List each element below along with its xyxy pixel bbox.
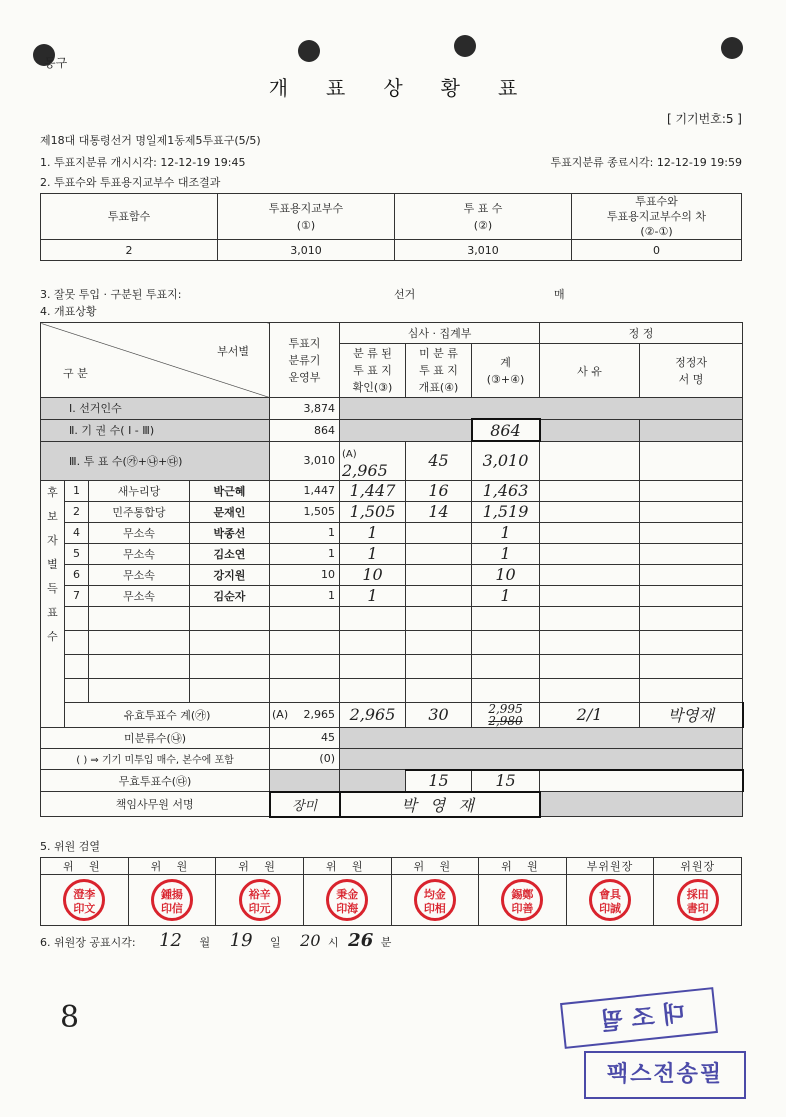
- label-note: ( ) ⇒ 기기 미투입 매수, 본수에 포함: [41, 748, 270, 770]
- hw-invalid-total: 15: [472, 770, 540, 792]
- marker-a: (A): [342, 448, 357, 460]
- label-unclassified: 미분류수(㉯): [41, 727, 270, 748]
- candidate-row: 6 무소속 강지원 10 10 10: [41, 564, 743, 585]
- punch-hole: [721, 37, 743, 59]
- marker-a: (A): [272, 708, 289, 721]
- hw-votes-total: 3,010: [472, 441, 540, 480]
- empty-row: [41, 654, 743, 678]
- hw-valid-corrector: 박영재: [640, 702, 743, 727]
- role-label: 위 원: [41, 858, 129, 875]
- hw-signature-1: 장미: [270, 792, 340, 817]
- value-ballot-boxes: 2: [41, 240, 218, 261]
- section-3-election: 선거: [394, 288, 416, 301]
- header-unclassified: 미 분 류 투 표 지 개표(④): [406, 344, 472, 398]
- value-note: (0): [270, 748, 340, 770]
- page-number: 8: [60, 1000, 80, 1035]
- role-label: 위 원: [216, 858, 304, 875]
- hw-abstain: 864: [472, 419, 540, 441]
- sort-end-time: 투표지분류 종료시각: 12-12-19 19:59: [550, 156, 742, 169]
- section-3-label: 3. 잘못 투입 · 구분된 투표지:: [40, 288, 182, 301]
- role-label: 위원장: [654, 858, 742, 875]
- section-6-label: 6. 위원장 공표시각:: [40, 936, 136, 949]
- empty-row: [41, 630, 743, 654]
- section-3-count-unit: 매: [554, 288, 565, 301]
- hw-signature-2: 박 영 재: [340, 792, 540, 817]
- fax-sent-stamp: 팩스전송필: [584, 1051, 746, 1099]
- hw-hour: 20: [300, 931, 321, 950]
- hw-month: 12: [159, 930, 182, 951]
- value-votes: 3,010: [395, 240, 572, 261]
- row-invalid: [41, 770, 743, 792]
- hw-valid-classified: 2,965: [340, 702, 406, 727]
- role-label: 부위원장: [566, 858, 654, 875]
- section-4-label: 4. 개표상황: [40, 305, 97, 318]
- hw-valid-unclassified: 30: [406, 702, 472, 727]
- red-seal-icon: 裕辛 印元: [239, 879, 281, 921]
- value-valid: 2,965: [303, 708, 335, 721]
- empty-row: [41, 678, 743, 702]
- value-abstain: 864: [270, 419, 340, 441]
- label-votes: Ⅲ. 투 표 수(㉮+㉯+㉰): [41, 441, 270, 480]
- candidate-name: 문재인: [190, 501, 270, 522]
- candidate-name: 박종선: [190, 522, 270, 543]
- header-audit: 심사 · 집계부: [340, 323, 540, 344]
- value-difference: 0: [572, 240, 742, 261]
- page-title: 개표상황표: [268, 76, 556, 100]
- hw-valid-total: 2,995: [488, 701, 523, 716]
- row-votes: [41, 441, 743, 480]
- announce-row: 6. 위원장 공표시각: 12 월 19 일 20 시 26 분: [40, 930, 392, 951]
- red-seal-icon: 秉金 印海: [326, 879, 368, 921]
- summary-table: [40, 193, 742, 261]
- value-electors: 3,874: [270, 398, 340, 420]
- candidate-row: 7 무소속 김순자 1 1 1: [41, 585, 743, 606]
- row-valid: [41, 702, 743, 727]
- hw-valid-reason: 2/1: [540, 702, 640, 727]
- label-signature: 책임사무원 서명: [41, 792, 270, 817]
- red-seal-icon: 均金 印相: [414, 879, 456, 921]
- hw-minute: 26: [348, 930, 374, 951]
- role-label: 위 원: [128, 858, 216, 875]
- header-diagonal: [41, 323, 270, 398]
- value-unclassified: 45: [270, 727, 340, 748]
- header-difference: 투표수와 투표용지교부수의 차 (②-①): [572, 194, 742, 240]
- label-electors: Ⅰ. 선거인수: [41, 398, 270, 420]
- hw-votes-classified: 2,965: [342, 460, 388, 480]
- red-seal-icon: 鍾揚 印信: [151, 879, 193, 921]
- side-label: 후 보 자 별 득 표 수: [41, 480, 65, 727]
- label-invalid: 무효투표수(㉰): [41, 770, 270, 792]
- punch-hole: [298, 40, 320, 62]
- hw-day: 19: [229, 930, 253, 951]
- candidate-row: 2 민주통합당 문재인 1,505 1,505 14 1,519: [41, 501, 743, 522]
- candidate-row: 후 보 자 별 득 표 수 1 새누리당 박근혜 1,447 1,447 16 1,463: [41, 480, 743, 501]
- punch-hole: [454, 35, 476, 57]
- header-classified: 분 류 된 투 표 지 확인(③): [340, 344, 406, 398]
- header-correction: 정 정: [540, 323, 743, 344]
- hw-invalid-unclassified: 15: [406, 770, 472, 792]
- candidate-name: 김순자: [190, 585, 270, 606]
- candidate-name: 강지원: [190, 564, 270, 585]
- header-issued: 투표용지교부수 (①): [218, 194, 395, 240]
- red-seal-icon: 會具 印誠: [589, 879, 631, 921]
- red-seal-icon: 錫鄭 印善: [501, 879, 543, 921]
- row-electors: [41, 398, 743, 420]
- header-machine: 투표지 분류기 운영부: [270, 323, 340, 398]
- section-2-label: 2. 투표수와 투표용지교부수 대조결과: [40, 176, 221, 189]
- election-name: 제18대 대통령선거 명일제1동제5투표구(5/5): [40, 134, 261, 147]
- role-label: 위 원: [303, 858, 391, 875]
- district-tag: 동구: [44, 56, 68, 70]
- candidate-name: 김소연: [190, 543, 270, 564]
- label-valid: 유효투표수 계(㉮): [65, 702, 270, 727]
- value-issued: 3,010: [218, 240, 395, 261]
- machine-number: [ 기기번호:5 ]: [666, 112, 742, 126]
- hw-valid-total-struck: 2,980: [488, 713, 523, 728]
- candidate-row: 5 무소속 김소연 1 1 1: [41, 543, 743, 564]
- header-gubun-label: 구 분: [63, 367, 88, 380]
- header-dept-label: 부서별: [217, 345, 249, 358]
- committee-table: [40, 857, 742, 926]
- red-seal-icon: 澄李 印文: [63, 879, 105, 921]
- row-note: [41, 748, 743, 770]
- label-abstain: Ⅱ. 기 권 수( Ⅰ - Ⅲ): [41, 419, 270, 441]
- role-label: 위 원: [391, 858, 479, 875]
- header-votes: 투 표 수 (②): [395, 194, 572, 240]
- role-label: 위 원: [479, 858, 567, 875]
- hw-votes-unclassified: 45: [406, 441, 472, 480]
- row-abstain: [41, 419, 743, 441]
- row-unclassified: [41, 727, 743, 748]
- candidate-name: 박근혜: [190, 480, 270, 501]
- tally-table: [40, 322, 744, 818]
- blue-stamp: 대조필: [560, 987, 718, 1049]
- candidate-row: 4 무소속 박종선 1 1 1: [41, 522, 743, 543]
- header-reason: 사 유: [540, 344, 640, 398]
- row-signature: [41, 792, 743, 817]
- red-seal-icon: 採田 書印: [677, 879, 719, 921]
- header-corrector: 정정자 서 명: [640, 344, 743, 398]
- value-votes-total: 3,010: [270, 441, 340, 480]
- empty-row: [41, 606, 743, 630]
- sort-start-time: 1. 투표지분류 개시시각: 12-12-19 19:45: [40, 156, 246, 169]
- header-ballot-boxes: 투표함수: [41, 194, 218, 240]
- section-5-label: 5. 위원 검열: [40, 840, 100, 853]
- header-total: 계 (③+④): [472, 344, 540, 398]
